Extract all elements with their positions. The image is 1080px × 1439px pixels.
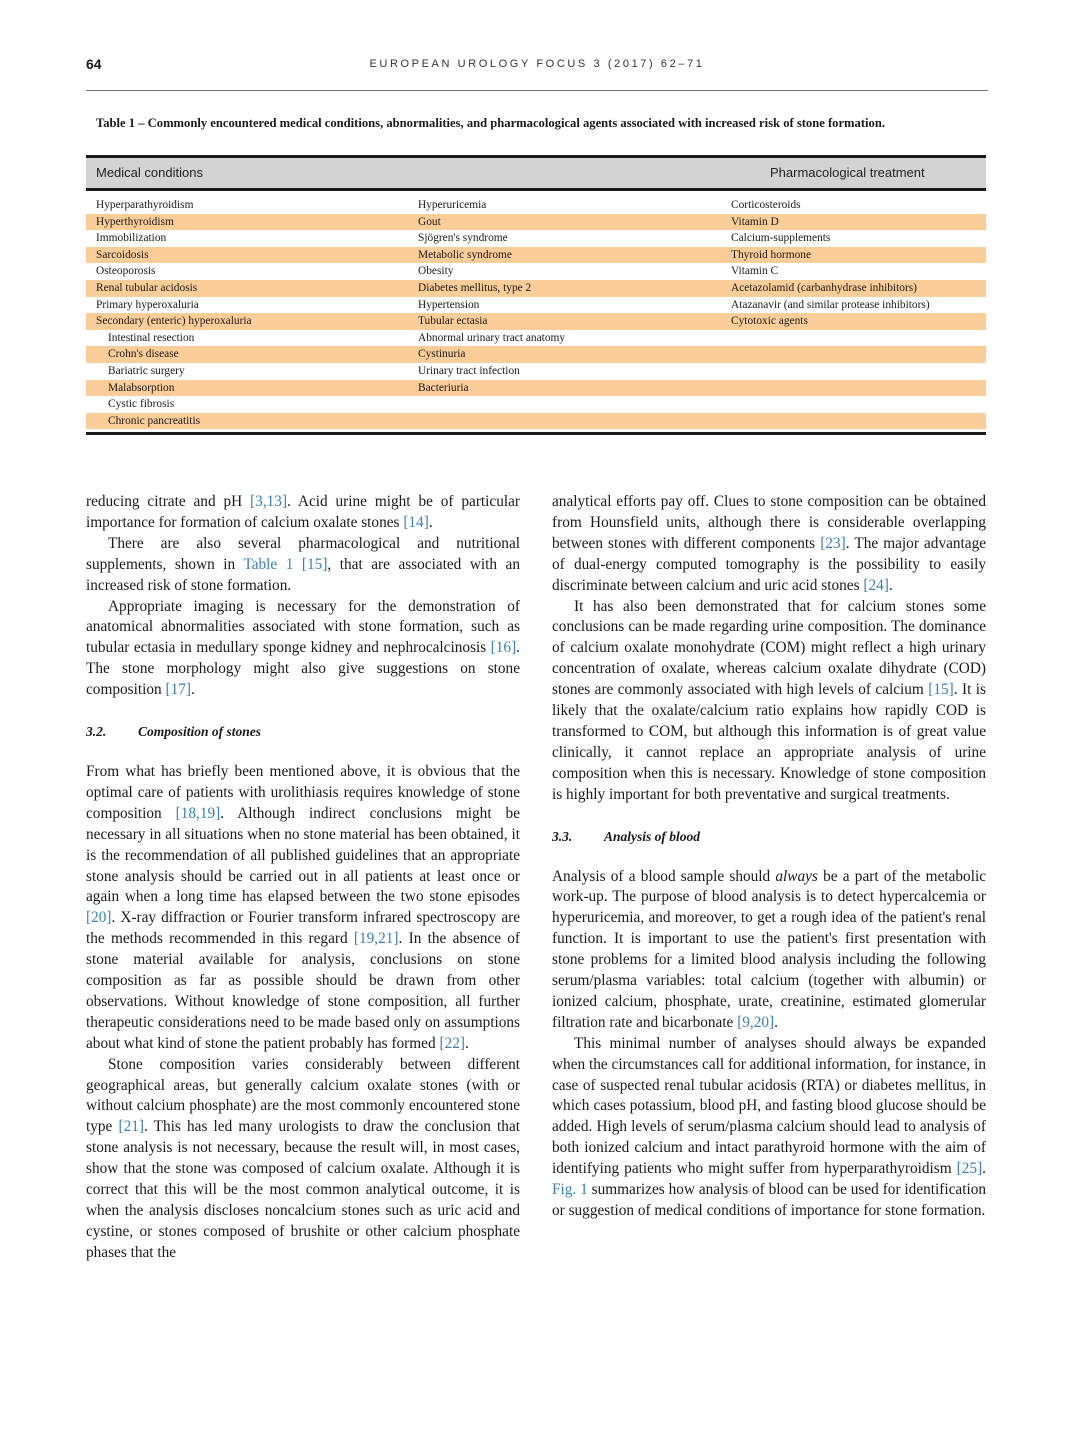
text: . Although indirect conclusions might be necessary in all situations when no stone material has been obtained, it is the recommendation of all published guidelines that an appropriate stone analysis should be carried out in all patients at least once or again when a long time has elapsed between the two stone episodes: [86, 804, 520, 906]
running-header: [86, 56, 988, 78]
table-body: [86, 191, 986, 435]
cell-condition: Immobilization: [96, 232, 167, 245]
paragraph: [86, 597, 520, 702]
text: .: [190, 681, 195, 699]
cell-agent: Vitamin C: [731, 265, 779, 278]
table-1: [86, 155, 986, 435]
text: Analysis of a blood sample should: [552, 867, 776, 885]
cell-agent: Cytotoxic agents: [731, 315, 808, 328]
paragraph: [552, 867, 986, 1034]
paragraph: [552, 597, 986, 806]
cell-agent: Thyroid hormone: [731, 248, 812, 261]
text: It has also been demonstrated that for calcium stones some conclusions can be made regarding urine composition. The dominance of calcium oxalate monohydrate (COM) might reflect a high urinary concentration of oxalate, whereas calcium oxalate dihydrate (COD) stones are commonly associated with high levels of calcium: [552, 597, 986, 699]
cell-abnormality: Sjögren's syndrome: [418, 232, 508, 245]
citation-link[interactable]: [3,13]: [250, 493, 288, 510]
citation-link[interactable]: [22]: [439, 1034, 465, 1052]
citation-link[interactable]: [15]: [301, 555, 328, 573]
cell-condition: Bariatric surgery: [108, 364, 185, 377]
table-row: [86, 197, 986, 214]
text: analytical efforts pay off. Clues to stone composition can be obtained from Hounsfield units, although there is considerable overlapping between stones with different components: [552, 493, 986, 552]
text: reducing citrate and pH: [86, 493, 251, 510]
text: .: [464, 1034, 469, 1052]
table-row: [86, 396, 986, 413]
text: . It is likely that the oxalate/calcium ratio explains how rapidly COD is transformed to COM, but although this information is of great value clinically, it cannot replace an appropriate analysis of urine composition when this is necessary. Knowledge of stone composition is highly important for both preventative and surgical treatments.: [552, 681, 986, 803]
paragraph: [86, 492, 520, 534]
table-caption: Table 1 – Commonly encountered medical conditions, abnormalities, and pharmacological agents associated with increased risk of stone formation.: [96, 116, 885, 130]
cell-condition: Hyperthyroidism: [96, 215, 174, 228]
citation-link[interactable]: [21]: [118, 1118, 144, 1136]
text: summarizes how analysis of blood can be used for identification or suggestion of medical conditions of importance for stone formation.: [552, 1181, 986, 1219]
paragraph: [552, 492, 986, 597]
cell-condition: Malabsorption: [108, 381, 175, 394]
left-column: [86, 492, 520, 1264]
table-row: [86, 313, 986, 330]
cell-condition: Chronic pancreatitis: [108, 414, 201, 427]
table-link[interactable]: Table 1: [243, 555, 294, 573]
text: .: [774, 1013, 778, 1031]
cell-abnormality: Urinary tract infection: [418, 364, 520, 377]
citation-link[interactable]: [19,21]: [353, 930, 399, 948]
figure-link[interactable]: Fig. 1: [552, 1181, 588, 1199]
page-number: 64: [86, 56, 102, 72]
citation-link[interactable]: [24]: [863, 576, 889, 594]
section-title: Composition of stones: [138, 724, 262, 740]
cell-agent: Atazanavir (and similar protease inhibitors): [731, 298, 930, 311]
cell-condition: Sarcoidosis: [96, 248, 149, 261]
journal-citation: EUROPEAN UROLOGY FOCUS 3 (2017) 62–71: [369, 58, 705, 70]
table-row: [86, 214, 986, 231]
table-row: [86, 247, 986, 264]
text: be a part of the metabolic work-up. The purpose of blood analysis is to detect hypercalcemia or hyperuricemia, and moreover, to get a rough idea of the patient's renal function. It is important to use the patient's first presentation with stone problems for a limited blood analysis including the following serum/plasma variables: total calcium (together with albumin) or ionized calcium, phosphate, urate, creatinine, estimated glomerular filtration rate and bicarbonate: [552, 867, 986, 1031]
text: [293, 556, 302, 573]
citation-link[interactable]: [20]: [86, 909, 112, 927]
paragraph: [86, 762, 520, 1055]
cell-condition: Hyperparathyroidism: [96, 199, 194, 211]
right-column: [552, 492, 986, 1222]
cell-abnormality: Tubular ectasia: [418, 315, 488, 328]
cell-abnormality: Hypertension: [418, 298, 480, 311]
text: .: [888, 576, 893, 594]
table-row: [86, 263, 986, 280]
citation-link[interactable]: [17]: [165, 681, 191, 699]
paragraph: [86, 1055, 520, 1264]
table-row: [86, 413, 986, 430]
cell-abnormality: Abnormal urinary tract anatomy: [418, 331, 566, 344]
cell-condition: Renal tubular acidosis: [96, 281, 198, 294]
citation-link[interactable]: [23]: [820, 534, 846, 552]
text: . The stone morphology might also give suggestions on stone composition: [86, 639, 520, 699]
cell-agent: Calcium-supplements: [731, 232, 831, 245]
citation-link[interactable]: [14]: [403, 513, 429, 531]
citation-link[interactable]: [9,20]: [737, 1013, 775, 1031]
table-row: [86, 346, 986, 363]
cell-agent: Acetazolamid (carbanhydrase inhibitors): [731, 281, 917, 294]
cell-agent: Corticosteroids: [731, 199, 801, 211]
text: . X-ray diffraction or Fourier transform infrared spectroscopy are the methods recommended in this regard: [86, 909, 520, 948]
cell-abnormality: Gout: [418, 215, 441, 228]
cell-abnormality: Obesity: [418, 265, 454, 278]
section-number: 3.2.: [86, 724, 107, 740]
citation-link[interactable]: [18,19]: [175, 804, 221, 822]
table-row: [86, 297, 986, 314]
citation-link[interactable]: [16]: [490, 639, 517, 657]
cell-abnormality: Bacteriuria: [418, 381, 469, 394]
text: .: [428, 513, 433, 531]
text: Stone composition varies considerably between different geographical areas, but generally calcium oxalate stones (with or without calcium phosphate) are the most commonly encountered stone type: [86, 1055, 520, 1136]
cell-condition: Intestinal resection: [108, 331, 195, 344]
cell-abnormality: Hyperuricemia: [418, 199, 487, 211]
table-row: [86, 380, 986, 397]
paragraph: [552, 1034, 986, 1222]
table-row: [86, 330, 986, 347]
table-row: [86, 280, 986, 297]
section-heading-3-3: [552, 827, 986, 848]
cell-condition: Primary hyperoxaluria: [96, 298, 199, 311]
section-title: Analysis of blood: [604, 828, 701, 844]
table-row: [86, 363, 986, 380]
text: Appropriate imaging is necessary for the demonstration of anatomical abnormalities associated with stone formation, such as tubular ectasia in medullary sponge kidney and nephrocalcinosis: [86, 597, 520, 657]
text: . In the absence of stone material available for analysis, conclusions on stone composition as far as possible should be drawn from other observations. Without knowledge of stone composition, all further therapeutic considerations need to be made based only on assumptions about what kind of stone the patient probably has formed: [86, 930, 521, 1052]
citation-link[interactable]: [15]: [928, 681, 954, 699]
header-medical-conditions: Medical conditions: [96, 165, 203, 180]
paragraph: [86, 534, 520, 597]
header-pharmacological-treatment: Pharmacological treatment: [770, 165, 925, 180]
cell-abnormality: Cystinuria: [418, 348, 466, 361]
cell-abnormality: Metabolic syndrome: [418, 248, 512, 261]
citation-link[interactable]: [25]: [956, 1160, 983, 1178]
table-header-row: [86, 155, 986, 191]
text: , that are associated with an increased risk of stone formation.: [86, 555, 520, 594]
table-row: [86, 230, 986, 247]
cell-abnormality: Diabetes mellitus, type 2: [418, 281, 532, 294]
text: There are also several pharmacological and nutritional supplements, shown in: [86, 534, 520, 573]
text: From what has briefly been mentioned above, it is obvious that the optimal care of patients with urolithiasis requires knowledge of stone composition: [86, 762, 520, 822]
section-heading-3-2: [86, 722, 520, 743]
cell-condition: Osteoporosis: [96, 265, 156, 278]
cell-agent: Vitamin D: [731, 215, 779, 228]
text: .: [982, 1160, 986, 1178]
text: . Acid urine might be of particular importance for formation of calcium oxalate stones: [86, 493, 521, 531]
text: . The major advantage of dual-energy computed tomography is the possibility to easily discriminate between calcium and uric acid stones: [552, 534, 987, 594]
cell-condition: Crohn's disease: [108, 348, 179, 361]
cell-condition: Secondary (enteric) hyperoxaluria: [96, 315, 252, 328]
text: This minimal number of analyses should always be expanded when the circumstances call for additional information, for instance, in case of suspected renal tubular acidosis (RTA) or diabetes mellitus, in which cases potassium, blood pH, and fasting blood glucose should be added. High levels of serum/plasma calcium should lead to analysis of both ionized calcium and intact parathyroid hormone with the aim of identifying patients who might suffer from hyperparathyroidism: [552, 1034, 986, 1178]
header-divider: [86, 90, 988, 91]
cell-condition: Cystic fibrosis: [108, 398, 175, 411]
emphasis: always: [775, 867, 818, 885]
text: . This has led many urologists to draw the conclusion that stone analysis is not necessary, because the result will, in most cases, show that the stone was composed of calcium oxalate. Although it is correct that this will be the most common analytical outcome, it is when the analysis discloses noncalcium stones such as uric acid and cystine, or stones composed of brushite or other calcium phosphate phases that the: [86, 1118, 520, 1261]
section-number: 3.3.: [552, 828, 573, 844]
